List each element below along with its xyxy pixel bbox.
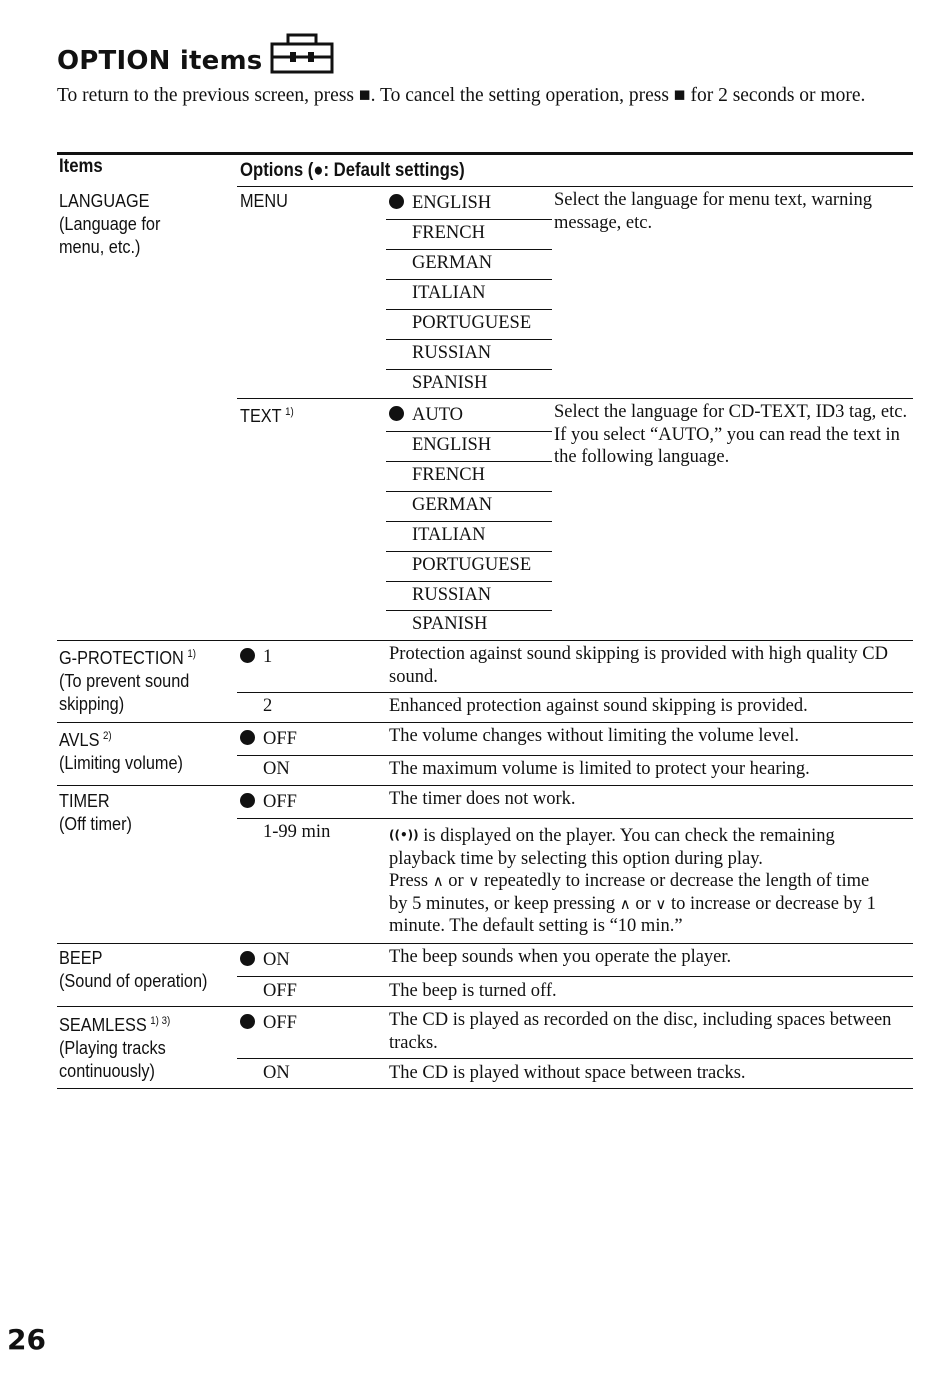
timer-option-2: 1-99 min	[263, 822, 331, 842]
menu-option-0: ENGLISH	[389, 192, 491, 215]
row-divider	[57, 785, 913, 786]
timer-display-icon: ((•))	[389, 828, 419, 842]
default-dot-icon	[240, 730, 255, 745]
default-dot-icon	[240, 951, 255, 966]
item-gprotection: G-PROTECTION $^{1)}$ (To prevent sound skipping)	[59, 647, 196, 714]
text-option-3: GERMAN	[412, 495, 493, 515]
default-dot-icon	[240, 648, 255, 663]
avls-option-1: OFF	[240, 728, 297, 751]
text-option-0: AUTO	[389, 404, 463, 427]
header-items: Items	[59, 156, 103, 177]
row-divider	[57, 943, 913, 944]
item-seamless: SEAMLESS $^{1) 3)}$ (Playing tracks continuously)	[59, 1014, 171, 1081]
timer-option-1: OFF	[240, 791, 297, 814]
text-option-1: ENGLISH	[412, 435, 492, 455]
menu-option-1: FRENCH	[412, 223, 485, 243]
item-language-name: LANGUAGE	[59, 190, 150, 211]
beep-option-2: OFF	[263, 981, 297, 1001]
gprotection-desc-2: Enhanced protection against sound skipping is provided.	[389, 696, 808, 716]
text-option-4: ITALIAN	[412, 525, 486, 545]
option-text-label: TEXT $^{1)}$	[240, 405, 294, 426]
page-title-text: OPTION items	[57, 46, 263, 76]
gprotection-option-1: 1	[240, 646, 272, 669]
row-divider	[57, 1006, 913, 1007]
text-option-6: RUSSIAN	[412, 585, 492, 605]
gprotection-desc-1: Protection against sound skipping is provided with high quality CD sound.	[389, 644, 888, 687]
gprotection-option-2: 2	[263, 696, 273, 716]
item-avls: AVLS $^{2)}$ (Limiting volume)	[59, 729, 183, 773]
avls-option-2: ON	[263, 759, 290, 779]
default-dot-icon	[389, 406, 404, 421]
timer-desc-1: The timer does not work.	[389, 789, 576, 809]
default-dot-icon	[240, 1014, 255, 1029]
timer-desc-2: ((•)) is displayed on the player. You can check the remaining playback time by selecting this option during play. Press ∧ or ∨ repeatedly to increase or decrease the length of time by 5 minutes, or keep pressing ∧ or ∨ to increase or decrease by 1 minute. The default setting is “10 min.”	[389, 826, 876, 936]
beep-option-1: ON	[240, 949, 290, 972]
default-dot-icon	[240, 793, 255, 808]
item-language-sub-1: (Language for	[59, 213, 161, 234]
default-dot-icon	[389, 194, 404, 209]
page-title	[57, 46, 334, 76]
text-option-5: PORTUGUESE	[412, 555, 532, 575]
option-menu-label: MENU	[240, 190, 288, 211]
avls-desc-2: The maximum volume is limited to protect your hearing.	[389, 759, 810, 779]
toolbox-icon	[270, 33, 334, 75]
table-top-rule	[57, 152, 913, 155]
menu-option-5: RUSSIAN	[412, 343, 492, 363]
menu-option-6: SPANISH	[412, 373, 488, 393]
table-bottom-rule	[57, 1088, 913, 1089]
text-option-2: FRENCH	[412, 465, 485, 485]
menu-description: Select the language for menu text, warning message, etc.	[554, 190, 872, 233]
up-arrow-icon: ∧	[432, 872, 444, 890]
text-description: Select the language for CD-TEXT, ID3 tag, etc. If you select “AUTO,” you can read the text in the following language.	[554, 402, 908, 467]
row-divider	[57, 722, 913, 723]
intro-text: To return to the previous screen, press ■. To cancel the setting operation, press ■ for 2 seconds or more.	[57, 85, 866, 106]
item-beep: BEEP (Sound of operation)	[59, 947, 208, 991]
menu-option-3: ITALIAN	[412, 283, 486, 303]
item-language	[59, 189, 160, 258]
menu-option-4: PORTUGUESE	[412, 313, 532, 333]
seamless-desc-1: The CD is played as recorded on the disc, including spaces between tracks.	[389, 1010, 892, 1053]
item-timer: TIMER (Off timer)	[59, 790, 132, 834]
avls-desc-1: The volume changes without limiting the volume level.	[389, 726, 799, 746]
seamless-option-1: OFF	[240, 1012, 297, 1035]
text-option-7: SPANISH	[412, 614, 488, 634]
page-number: 26	[7, 1323, 46, 1356]
seamless-option-2: ON	[263, 1063, 290, 1083]
item-language-sub-2: menu, etc.)	[59, 236, 141, 257]
beep-desc-1: The beep sounds when you operate the player.	[389, 947, 732, 967]
row-divider	[57, 640, 913, 641]
up-arrow-icon: ∧	[619, 894, 631, 913]
menu-option-2: GERMAN	[412, 253, 493, 273]
beep-desc-2: The beep is turned off.	[389, 981, 557, 1001]
down-arrow-icon: ∨	[655, 894, 667, 913]
down-arrow-icon: ∨	[468, 872, 480, 890]
header-rule	[237, 186, 913, 187]
menu-text-divider	[237, 398, 913, 399]
seamless-desc-2: The CD is played without space between tracks.	[389, 1063, 746, 1083]
header-options: Options (●: Default settings)	[240, 160, 465, 181]
